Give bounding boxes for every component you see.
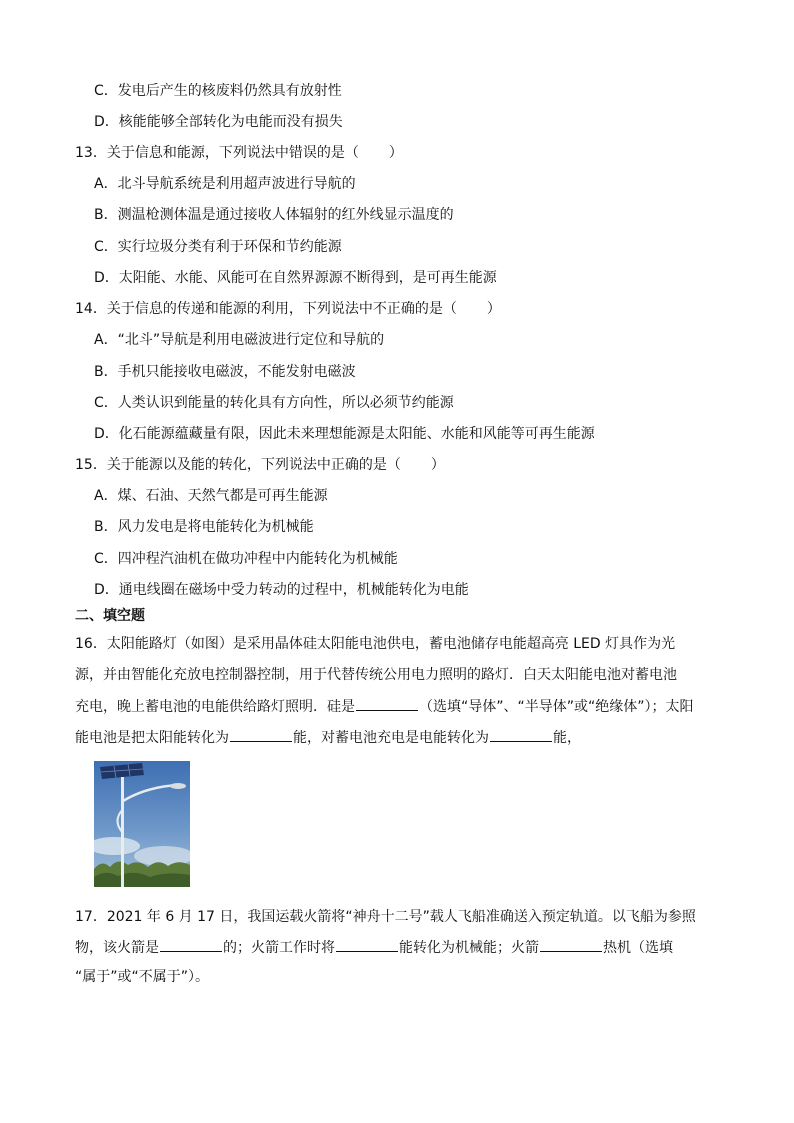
option-13b: B．测温枪测体温是通过接收人体辐射的红外线显示温度的: [94, 207, 454, 223]
q16-text: （选填“导体”、“半导体”或“绝缘体”）；太阳: [419, 699, 694, 715]
question-14-close: ）: [486, 301, 501, 317]
answer-blank[interactable]: [230, 727, 292, 742]
q16-text: 能电池是把太阳能转化为: [75, 730, 229, 746]
option-12d: D．核能能够全部转化为电能而没有损失: [94, 114, 343, 130]
section-heading: 二、填空题: [75, 608, 145, 624]
option-13d: D．太阳能、水能、风能可在自然界源源不断得到，是可再生能源: [94, 270, 497, 286]
option-15b: B．风力发电是将电能转化为机械能: [94, 519, 314, 535]
option-13a: A．北斗导航系统是利用超声波进行导航的: [94, 176, 356, 192]
answer-blank[interactable]: [490, 727, 552, 742]
question-15: [75, 455, 445, 475]
answer-blank[interactable]: [160, 937, 222, 952]
q17-text: 物，该火箭是: [75, 940, 159, 956]
q16-text: 能，对蓄电池充电是电能转化为: [293, 730, 489, 746]
question-13-stem: 13．关于信息和能源，下列说法中错误的是（: [75, 145, 359, 161]
answer-blank[interactable]: [540, 937, 602, 952]
q17-text: 热机（选填: [603, 940, 673, 956]
question-15-stem: 15．关于能源以及能的转化，下列说法中正确的是（: [75, 457, 401, 473]
question-14-stem: 14．关于信息的传递和能源的利用，下列说法中不正确的是（: [75, 301, 457, 317]
question-17-line-2: [75, 937, 673, 958]
q17-text: 能转化为机械能；火箭: [399, 940, 539, 956]
q16-text: 能，: [553, 730, 581, 746]
option-15d: D．通电线圈在磁场中受力转动的过程中，机械能转化为电能: [94, 582, 469, 598]
answer-blank[interactable]: [356, 696, 418, 711]
answer-blank[interactable]: [336, 937, 398, 952]
solar-street-lamp-photo: [94, 761, 190, 887]
option-14b: B．手机只能接收电磁波，不能发射电磁波: [94, 364, 356, 380]
option-15a: A．煤、石油、天然气都是可再生能源: [94, 488, 328, 504]
option-13c: C．实行垃圾分类有利于环保和节约能源: [94, 239, 342, 255]
question-14: [75, 299, 501, 319]
question-13: [75, 143, 403, 163]
question-15-close: ）: [430, 457, 445, 473]
option-15c: C．四冲程汽油机在做功冲程中内能转化为机械能: [94, 551, 398, 567]
q16-text: 充电，晚上蓄电池的电能供给路灯照明．硅是: [75, 699, 355, 715]
q17-text: 的；火箭工作时将: [223, 940, 335, 956]
question-16-line-4: [75, 727, 581, 748]
option-12c: C．发电后产生的核废料仍然具有放射性: [94, 83, 342, 99]
question-13-close: ）: [388, 145, 403, 161]
question-16-line-1: 16．太阳能路灯（如图）是采用晶体硅太阳能电池供电，蓄电池储存电能超高亮 LED 灯具作为光: [75, 636, 676, 652]
question-16-line-2: 源，并由智能化充放电控制器控制，用于代替传统公用电力照明的路灯．白天太阳能电池对蓄电池: [75, 667, 677, 683]
question-17-line-3: “属于”或“不属于”）。: [75, 969, 210, 985]
question-16-line-3: [75, 696, 694, 717]
option-14d: D．化石能源蕴藏量有限，因此未来理想能源是太阳能、水能和风能等可再生能源: [94, 426, 595, 442]
option-14a: A．“北斗”导航是利用电磁波进行定位和导航的: [94, 332, 385, 348]
option-14c: C．人类认识到能量的转化具有方向性，所以必须节约能源: [94, 395, 454, 411]
question-17-line-1: 17．2021 年 6 月 17 日，我国运载火箭将“神舟十二号”载人飞船准确送入预定轨道。以飞船为参照: [75, 909, 696, 925]
